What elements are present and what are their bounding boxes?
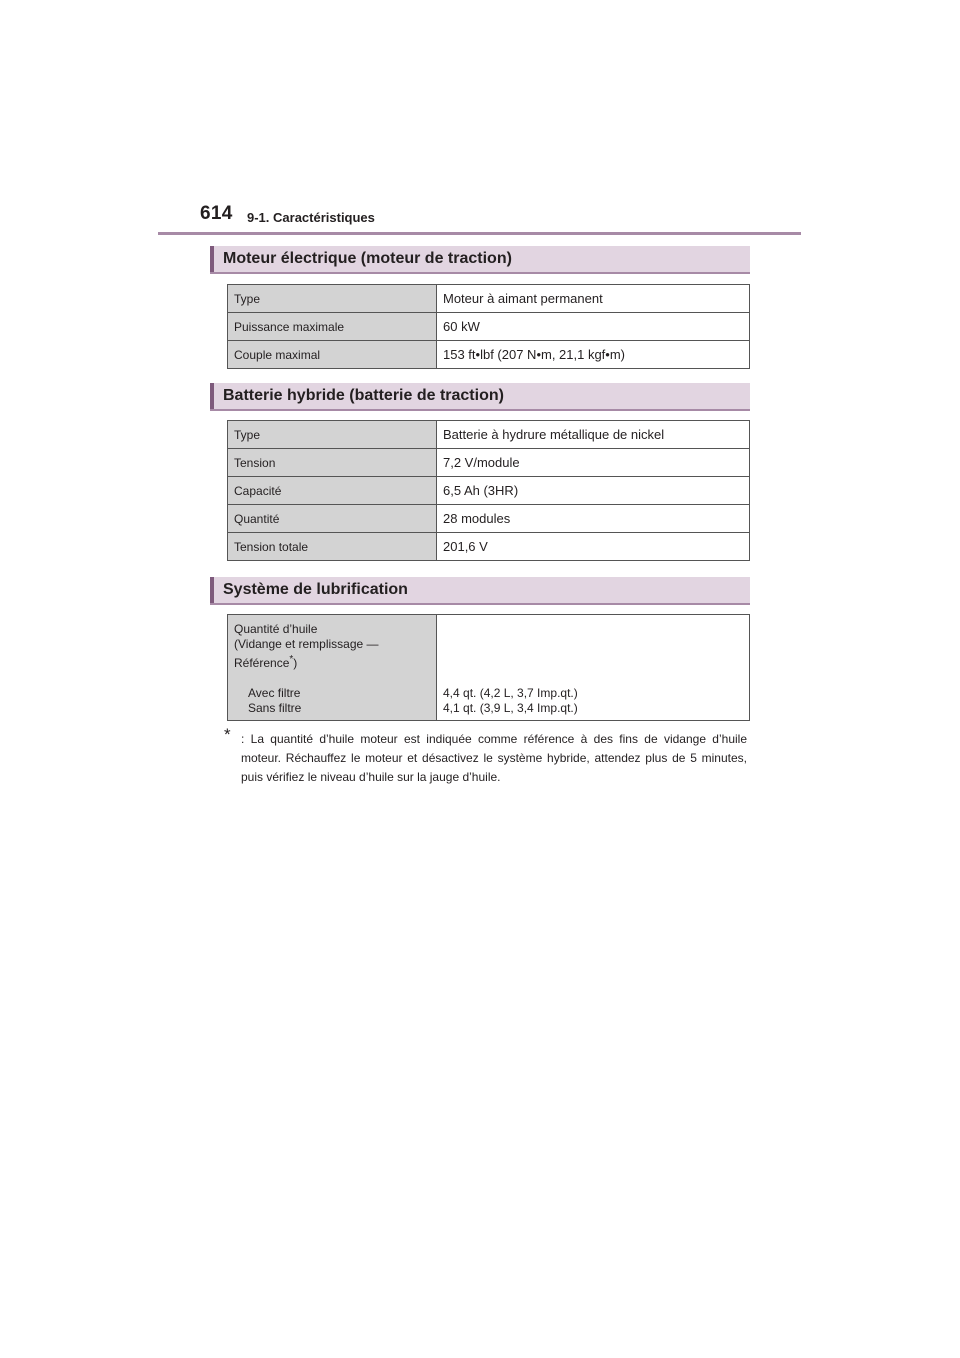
header-divider xyxy=(158,232,801,235)
table-row xyxy=(228,341,750,369)
heading-accent-bar xyxy=(210,383,214,409)
row-label: Couple maximal xyxy=(228,341,437,369)
oil-quantity-label xyxy=(228,615,437,721)
table-row xyxy=(228,533,750,561)
row-value: Moteur à aimant permanent xyxy=(437,285,750,313)
row-value: 7,2 V/module xyxy=(437,449,750,477)
without-filter-label: Sans filtre xyxy=(248,701,302,715)
table-row xyxy=(228,615,750,721)
section-heading-hybrid-battery xyxy=(210,383,750,411)
row-label: Capacité xyxy=(228,477,437,505)
oil-label-line3 xyxy=(234,652,430,671)
section-title: Moteur électrique (moteur de traction) xyxy=(223,250,512,267)
row-label: Tension totale xyxy=(228,533,437,561)
table-row xyxy=(228,285,750,313)
row-value: 6,5 Ah (3HR) xyxy=(437,477,750,505)
chapter-title: 9-1. Caractéristiques xyxy=(247,210,375,225)
lubrication-table xyxy=(227,614,750,721)
reference-asterisk: * xyxy=(289,654,294,665)
footnote-text: : La quantité d’huile moteur est indiquée comme référence à des fins de vidange d’huile moteur. Réchauffez le moteur et désactivez le système hybride, attendez plus de 5 minutes, puis vérifiez le niveau d’huile sur la jauge d’huile. xyxy=(241,732,747,784)
reference-text: Référence xyxy=(234,656,290,670)
row-label: Quantité xyxy=(228,505,437,533)
section-title: Batterie hybride (batterie de traction) xyxy=(223,387,504,404)
heading-accent-bar xyxy=(210,577,214,603)
oil-quantity-values xyxy=(437,615,750,721)
oil-label-line1: Quantité d’huile xyxy=(234,622,318,636)
section-title: Système de lubrification xyxy=(223,581,408,598)
electric-motor-table xyxy=(227,284,750,369)
section-heading-electric-motor xyxy=(210,246,750,274)
with-filter-label: Avec filtre xyxy=(248,686,301,700)
without-filter-value: 4,1 qt. (3,9 L, 3,4 Imp.qt.) xyxy=(443,701,578,715)
section-heading-lubrication xyxy=(210,577,750,605)
row-value: 153 ft•lbf (207 N•m, 21,1 kgf•m) xyxy=(437,341,750,369)
oil-label-line2: (Vidange et remplissage — xyxy=(234,637,379,651)
row-label: Tension xyxy=(228,449,437,477)
row-label: Type xyxy=(228,421,437,449)
footnote xyxy=(224,725,747,787)
row-value: 28 modules xyxy=(437,505,750,533)
spacer xyxy=(234,671,430,686)
page-number: 614 xyxy=(200,203,233,224)
table-row xyxy=(228,477,750,505)
row-label: Puissance maximale xyxy=(228,313,437,341)
table-row xyxy=(228,421,750,449)
table-row xyxy=(228,449,750,477)
heading-accent-bar xyxy=(210,246,214,272)
with-filter-value: 4,4 qt. (4,2 L, 3,7 Imp.qt.) xyxy=(443,686,578,700)
hybrid-battery-table xyxy=(227,420,750,561)
row-value: Batterie à hydrure métallique de nickel xyxy=(437,421,750,449)
table-row xyxy=(228,505,750,533)
table-row xyxy=(228,313,750,341)
closing-paren: ) xyxy=(293,656,298,670)
row-value: 60 kW xyxy=(437,313,750,341)
row-label: Type xyxy=(228,285,437,313)
footnote-marker: * xyxy=(224,725,231,744)
row-value: 201,6 V xyxy=(437,533,750,561)
